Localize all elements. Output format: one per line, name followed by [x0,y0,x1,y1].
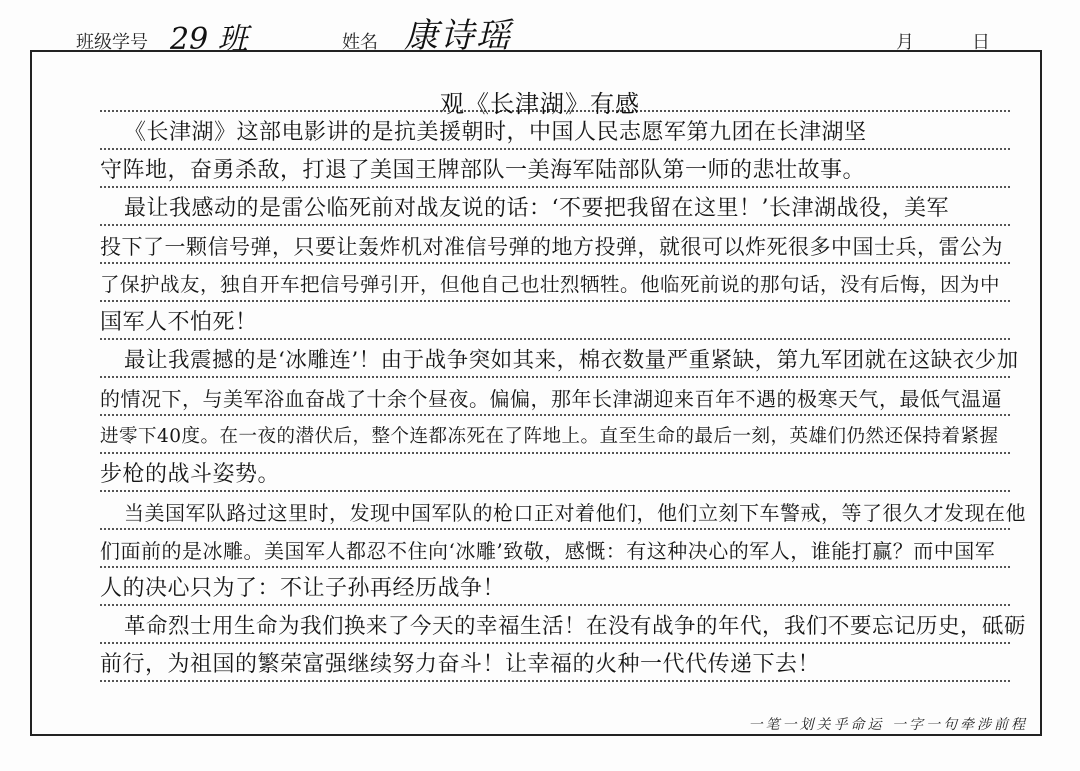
ruled-line [100,376,1010,379]
essay-line: 步枪的战斗姿势。 [100,462,281,487]
essay-line: 了保护战友，独自开车把信号弹引开，但他自己也壮烈牺牲。他临死前说的那句话，没有后悔，因为中 [100,273,1001,296]
ruled-line [100,680,1010,683]
month-label: 月 [896,32,914,53]
ruled-line [100,224,1010,227]
ruled-line [100,528,1010,531]
day-label: 日 [972,32,990,53]
essay-line: 守阵地，奋勇杀敌，打退了美国王牌部队一美海军陆部队第一师的悲壮故事。 [100,158,866,183]
ruled-line [100,338,1010,341]
ruled-line [100,452,1010,455]
class-number-value: 29 班 [170,22,248,57]
essay-line: 的情况下，与美军浴血奋战了十余个昼夜。偏偏，那年长津湖迎来百年不遇的极寒天气，最低气温逼 [100,387,1002,411]
essay-line: 当美国军队路过这里时，发现中国军队的枪口正对着他们，他们立刻下车警戒，等了很久才发现在他 [124,501,1026,525]
ruled-line [100,300,1010,303]
essay-line: 们面前的是冰雕。美国军人都忍不住向‘冰雕’致敬，感慨：有这种决心的军人，谁能打赢？而中国军 [100,539,996,563]
class-number-label: 班级学号 [76,32,148,53]
header [0,0,1080,57]
essay-line: 人的决心只为了：不让子孙再经历战争！ [100,576,506,601]
ruled-line [100,604,1010,607]
ruled-line [100,414,1010,417]
essay-title: 观《长津湖》有感 [440,90,640,118]
essay-line: 投下了一颗信号弹，只要让轰炸机对准信号弹的地方投弹，就很可以炸死很多中国士兵，雷公为 [100,235,1003,259]
essay-line: 最让我感动的是雷公临死前对战友说的话：‘不要把我留在这里！’长津湖战役，美军 [124,196,949,221]
essay-line: 最让我震撼的是‘冰雕连’！由于战争突如其来，棉衣数量严重紧缺，第九军团就在这缺衣少加 [124,348,1019,373]
essay-line: 前行，为祖国的繁荣富强继续努力奋斗！让幸福的火种一代代传递下去！ [100,652,821,677]
footer-motto: 一笔一划关乎命运 一字一句牵涉前程 [748,717,1028,733]
essay-line: 《长津湖》这部电影讲的是抗美援朝时，中国人民志愿军第九团在长津湖坚 [124,120,867,145]
ruled-line [100,642,1010,645]
essay-line: 国军人不怕死！ [100,310,258,335]
essay-line: 进零下40度。在一夜的潜伏后，整个连都冻死在了阵地上。直至生命的最后一刻，英雄们仍然还保持着紧握 [100,426,999,447]
ruled-line [100,490,1010,493]
ruled-line [100,186,1010,189]
ruled-line [100,148,1010,151]
name-label: 姓名 [342,32,378,53]
name-value: 康诗瑶 [404,16,512,56]
ruled-line [100,262,1010,265]
essay-line: 革命烈士用生命为我们换来了今天的幸福生活！在没有战争的年代，我们不要忘记历史，砥砺 [124,614,1027,639]
ruled-line [100,566,1010,569]
